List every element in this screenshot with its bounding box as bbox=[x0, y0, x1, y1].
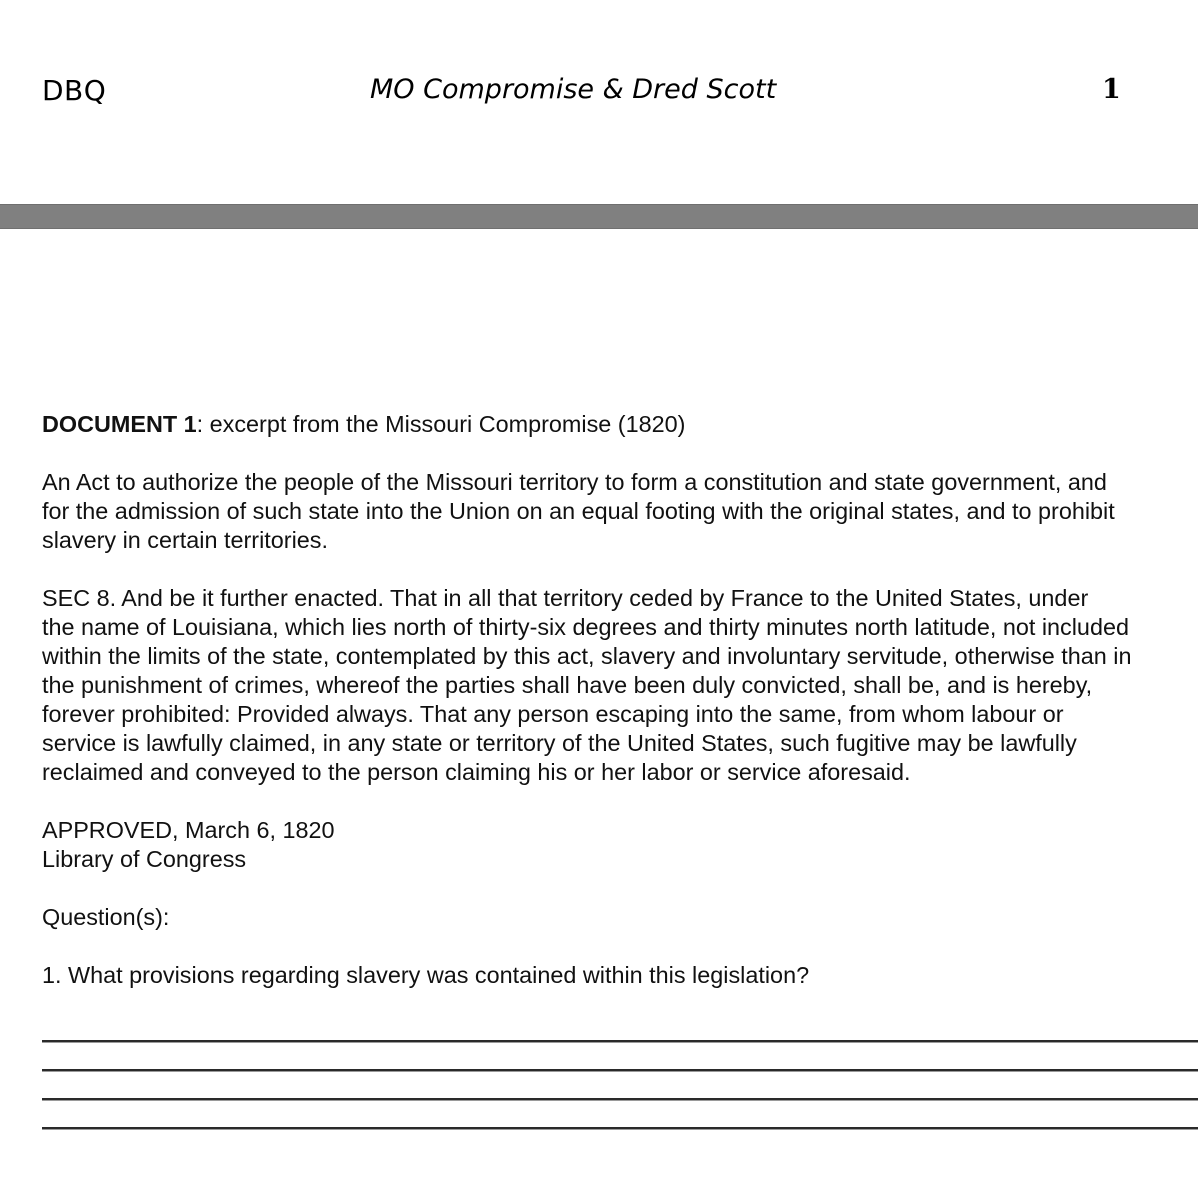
document-description: : excerpt from the Missouri Compromise (1820) bbox=[196, 411, 686, 437]
text-line: service is lawfully claimed, in any state or territory of the United States, such fugitive may be lawfully bbox=[42, 730, 1077, 756]
document-body bbox=[42, 410, 1198, 990]
answer-lines bbox=[42, 1040, 1198, 1156]
source-citation: Library of Congress bbox=[42, 846, 247, 872]
text-line: the punishment of crimes, whereof the parties shall have been duly convicted, shall be, and is hereby, bbox=[42, 672, 1093, 698]
answer-line[interactable] bbox=[42, 1069, 1198, 1072]
section-8 bbox=[42, 584, 1198, 787]
answer-line[interactable] bbox=[42, 1040, 1198, 1043]
text-line: SEC 8. And be it further enacted. That in all that territory ceded by France to the United States, under bbox=[42, 585, 1089, 611]
header-title: MO Compromise & Dred Scott bbox=[370, 74, 777, 105]
text-line: reclaimed and conveyed to the person claiming his or her labor or service aforesaid. bbox=[42, 759, 911, 785]
approval-date: APPROVED, March 6, 1820 bbox=[42, 817, 335, 843]
header-label: DBQ bbox=[42, 74, 107, 107]
text-line: An Act to authorize the people of the Missouri territory to form a constitution and state government, and bbox=[42, 469, 1107, 495]
question-1: 1. What provisions regarding slavery was contained within this legislation? bbox=[42, 962, 810, 988]
document-title bbox=[42, 410, 1198, 439]
answer-line[interactable] bbox=[42, 1127, 1198, 1130]
questions-heading: Question(s): bbox=[42, 904, 170, 930]
answer-line[interactable] bbox=[42, 1098, 1198, 1101]
act-intro bbox=[42, 468, 1198, 555]
header-divider-band bbox=[0, 204, 1198, 229]
text-line: forever prohibited: Provided always. That any person escaping into the same, from whom labour or bbox=[42, 701, 1064, 727]
text-line: slavery in certain territories. bbox=[42, 527, 328, 553]
document-label: DOCUMENT 1 bbox=[42, 411, 197, 437]
text-line: within the limits of the state, contemplated by this act, slavery and involuntary servitude, otherwise than in bbox=[42, 643, 1132, 669]
text-line: the name of Louisiana, which lies north of thirty-six degrees and thirty minutes north latitude, not included bbox=[42, 614, 1129, 640]
page-header bbox=[0, 74, 1198, 114]
page-number: 1 bbox=[1102, 74, 1121, 105]
approval-block bbox=[42, 816, 1198, 874]
text-line: for the admission of such state into the Union on an equal footing with the original states, and to prohibit bbox=[42, 498, 1115, 524]
